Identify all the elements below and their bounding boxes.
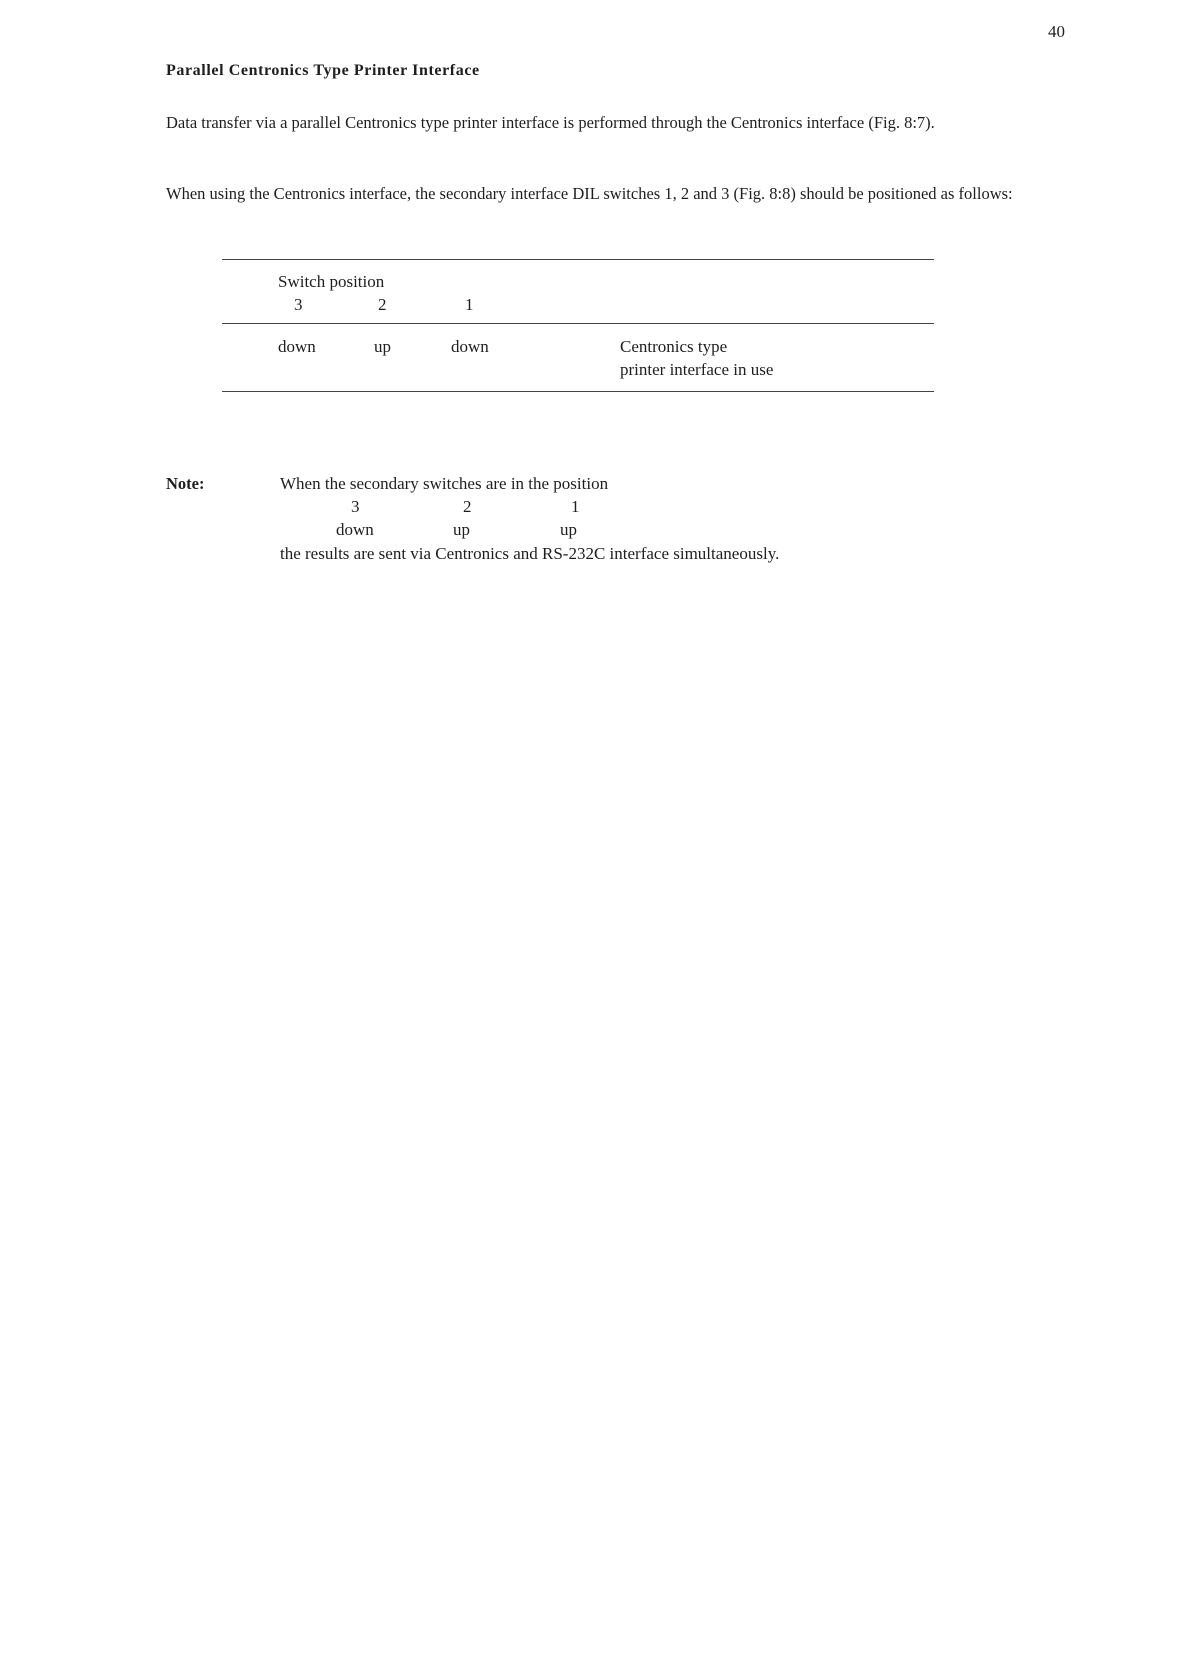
table-column-2: 2 — [378, 295, 387, 314]
note-label: Note: — [166, 474, 205, 493]
note-column-3: 3 — [351, 497, 360, 516]
note-value-switch-1: up — [560, 520, 577, 539]
table-bottom-rule — [222, 391, 934, 392]
note-column-2: 2 — [463, 497, 472, 516]
table-cell-switch-2: up — [374, 337, 391, 356]
paragraph-data-transfer: Data transfer via a parallel Centronics type printer interface is performed through the Centronics interface (Fig. 8:7). — [166, 113, 935, 132]
table-cell-description-line1: Centronics type — [620, 337, 728, 356]
page-number: 40 — [1048, 22, 1065, 41]
paragraph-switch-instructions: When using the Centronics interface, the secondary interface DIL switches 1, 2 and 3 (Fig. 8:8) should be positioned as follows: — [166, 184, 1013, 203]
note-value-switch-2: up — [453, 520, 470, 539]
table-header-switch-position: Switch position — [278, 272, 385, 291]
table-top-rule — [222, 259, 934, 260]
note-value-switch-3: down — [336, 520, 374, 539]
section-heading: Parallel Centronics Type Printer Interface — [166, 62, 480, 79]
table-column-1: 1 — [465, 295, 474, 314]
table-cell-switch-3: down — [278, 337, 316, 356]
table-column-3: 3 — [294, 295, 303, 314]
note-column-1: 1 — [571, 497, 580, 516]
note-text-before: When the secondary switches are in the position — [280, 474, 609, 493]
table-cell-description-line2: printer interface in use — [620, 360, 774, 379]
note-text-after: the results are sent via Centronics and RS-232C interface simultaneously. — [280, 544, 780, 563]
table-cell-switch-1: down — [451, 337, 489, 356]
table-header-rule — [222, 323, 934, 324]
